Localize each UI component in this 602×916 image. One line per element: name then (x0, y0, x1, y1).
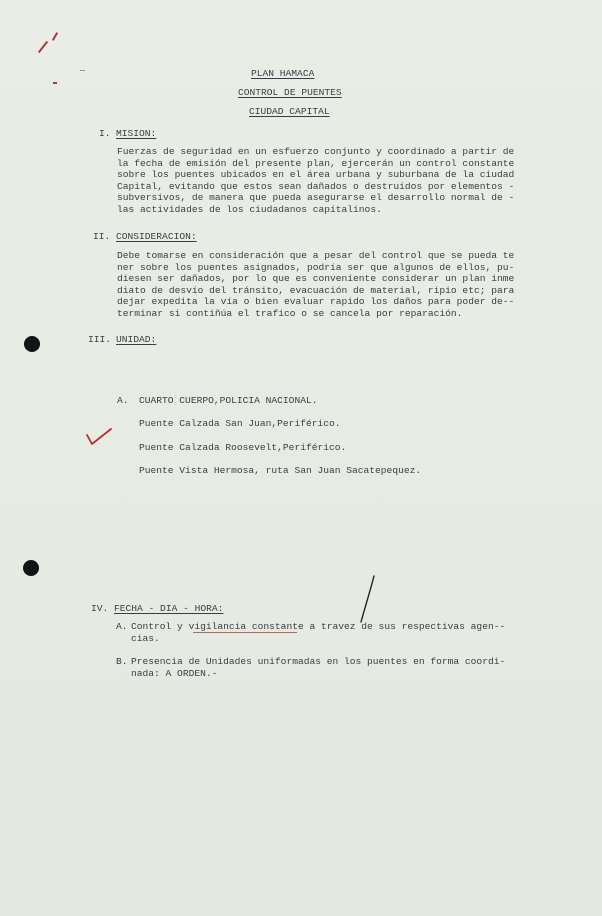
bridge-item: Puente Calzada Roosevelt,Periférico. (139, 442, 347, 453)
paragraph-line: cias. (131, 632, 160, 644)
bridge-item: Puente Calzada San Juan,Periférico. (139, 418, 341, 429)
section-heading-unidad: UNIDAD: (116, 334, 157, 345)
bridge-item: Puente Vista Hermosa, ruta San Juan Sacatepequez. (139, 465, 422, 476)
document-title: PLAN HAMACA (251, 68, 315, 79)
paragraph-line: subversivos, de manera que pueda asegurarse el desarrollo normal de - (117, 192, 515, 203)
section-heading-mision: MISION: (116, 128, 157, 139)
section-numeral: II. (93, 231, 111, 242)
red-checkmark-icon (84, 426, 114, 448)
paragraph-line: Control y vigilancia constante a travez de sus respectivas agen-- (131, 621, 506, 632)
paragraph-line: ner sobre los puentes asignados, podría ser que algunos de ellos, pu- (117, 261, 515, 273)
unit-name: CUARTO CUERPO,POLICIA NACIONAL. (139, 395, 318, 406)
document-subtitle: CONTROL DE PUENTES (238, 87, 342, 98)
item-letter: A. (116, 621, 128, 632)
red-pen-mark (38, 41, 48, 53)
red-pen-mark (80, 70, 85, 71)
red-pen-mark (52, 32, 58, 41)
section-numeral: III. (88, 334, 112, 345)
pen-stroke-icon (358, 574, 378, 624)
paragraph-line: la fecha de emisión del presente plan, ejercerán un control constante (117, 157, 515, 169)
paragraph-line: diato de desvío del tránsito, evacuación de material, ripio etc; para (117, 284, 515, 296)
item-letter: B. (116, 656, 128, 667)
consideracion-paragraph (117, 250, 514, 319)
punch-hole-top (24, 336, 40, 352)
paragraph-line: Presencia de Unidades uniformadas en los puentes en forma coordi- (131, 656, 506, 667)
fecha-item-b (131, 656, 505, 679)
paragraph-line: Debe tomarse en consideración que a pesar del control que se pueda te (117, 250, 515, 261)
section-heading-fecha: FECHA - DIA - HORA: (114, 603, 224, 614)
paragraph-line: Capital, evitando que estos sean dañados o destruidos por elementos - (117, 180, 515, 192)
punch-hole-bottom (23, 560, 39, 576)
paragraph-line: diesen ser dañados, por lo que es conveniente considerar un plan inme (117, 273, 515, 284)
paragraph-line: nada: A ORDEN.- (131, 667, 218, 679)
paragraph-line: dejar expedita la vía o bien evaluar rapido los daños para poder de-- (117, 296, 515, 307)
paragraph-line: Fuerzas de seguridad en un esfuerzo conjunto y coordinado a partir de (117, 146, 515, 157)
red-pen-mark (53, 82, 57, 84)
paragraph-line: las actividades de los ciudadanos capitalinos. (117, 203, 382, 215)
red-underline-mark (193, 632, 297, 633)
paragraph-line: terminar si contiñúa el trafico o se cancela por reparación. (117, 307, 463, 319)
document-city: CIUDAD CAPITAL (249, 106, 330, 117)
section-heading-consideracion: CONSIDERACION: (116, 231, 197, 242)
mision-paragraph (117, 146, 514, 215)
item-letter: A. (117, 395, 129, 406)
section-numeral: I. (99, 128, 111, 139)
section-numeral: IV. (91, 603, 109, 614)
fecha-item-a (131, 621, 505, 644)
paragraph-line: sobre los puentes ubicados en el área urbana y suburbana de la ciudad (117, 169, 515, 180)
